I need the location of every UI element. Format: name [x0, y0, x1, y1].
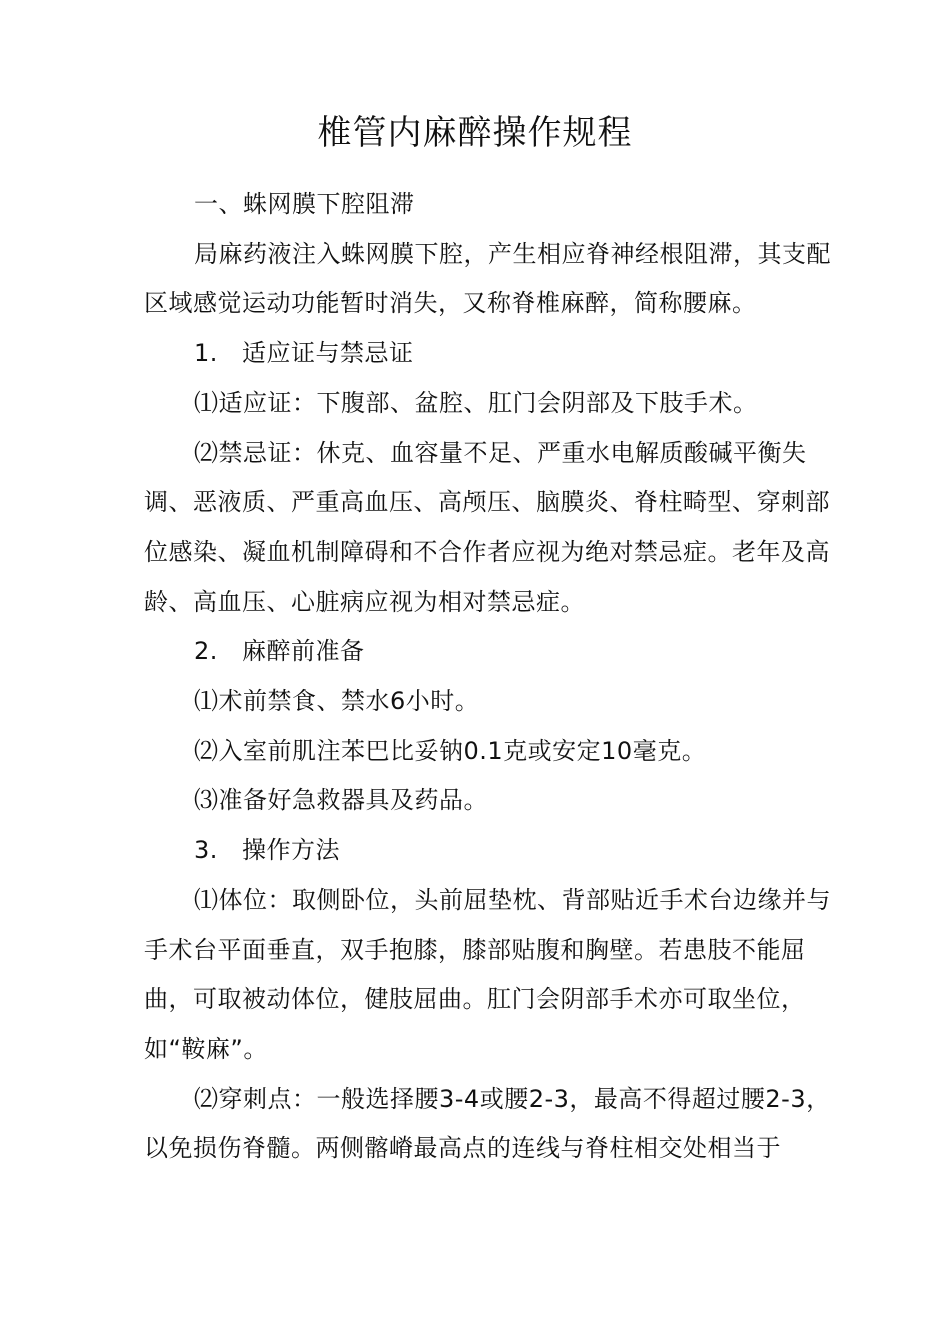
subsection-number: 1.	[194, 339, 218, 368]
subsection-title: 适应证与禁忌证	[242, 339, 414, 368]
document-title: 椎管内麻醉操作规程	[317, 113, 633, 153]
subsection-heading-1	[144, 329, 834, 379]
subsection-heading-2	[144, 627, 834, 677]
list-item: ⑴体位：取侧卧位，头前屈垫枕、背部贴近手术台边缘并与手术台平面垂直，双手抱膝，膝部贴腹和胸壁。若患肢不能屈曲，可取被动体位，健肢屈曲。肛门会阴部手术亦可取坐位，如“鞍麻”。	[144, 885, 831, 1063]
list-item: ⑵禁忌证：休克、血容量不足、严重水电解质酸碱平衡失调、恶液质、严重高血压、高颅压、脑膜炎、脊柱畸型、穿刺部位感染、凝血机制障碍和不合作者应视为绝对禁忌症。老年及高龄、高血压、心脏病应视为相对禁忌症。	[144, 438, 830, 616]
section-intro: 局麻药液注入蛛网膜下腔，产生相应脊神经根阻滞，其支配区域感觉运动功能暂时消失，又称脊椎麻醉，简称腰麻。	[144, 239, 831, 318]
subsection-number: 3.	[194, 836, 218, 865]
list-item: ⑴术前禁食、禁水6小时。	[194, 687, 480, 716]
document-body	[144, 180, 834, 1174]
subsection-title: 麻醉前准备	[242, 637, 365, 666]
section-heading: 一、蛛网膜下腔阻滞	[194, 190, 415, 218]
subsection-title: 操作方法	[242, 836, 340, 865]
subsection-number: 2.	[194, 637, 218, 666]
list-item: ⑵入室前肌注苯巴比妥钠0.1克或安定10毫克。	[194, 736, 707, 765]
subsection-heading-3	[144, 826, 834, 876]
list-item: ⑶准备好急救器具及药品。	[194, 786, 488, 815]
list-item: ⑵穿刺点：一般选择腰3-4或腰2-3，最高不得超过腰2-3，以免损伤脊髓。两侧髂嵴最高点的连线与脊柱相交处相当于	[144, 1084, 831, 1163]
list-item: ⑴适应证：下腹部、盆腔、肛门会阴部及下肢手术。	[194, 388, 758, 417]
